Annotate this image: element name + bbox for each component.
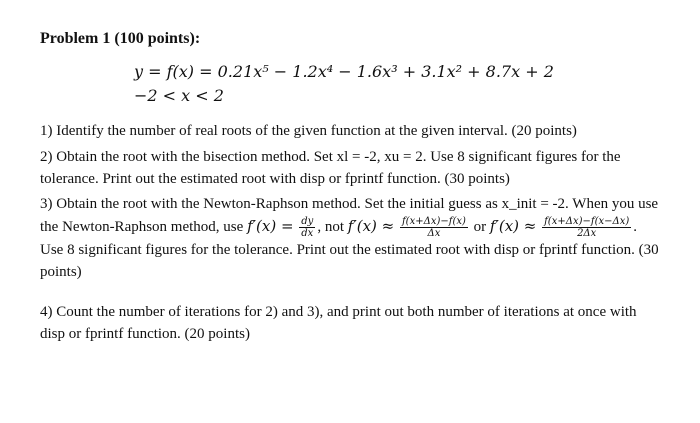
derivative-label: f′(x) = <box>247 217 294 235</box>
question-4: 4) Count the number of iterations for 2) and 3), and print out both number of iterations at once with disp or fprintf function. (20 points) <box>40 304 637 342</box>
central-numerator: f(x+Δx)−f(x−Δx) <box>544 216 630 228</box>
forward-numerator: f(x+Δx)−f(x) <box>401 216 466 228</box>
central-difference-fraction <box>542 216 631 239</box>
dy-dx-fraction <box>299 216 315 239</box>
question-3-tail: . Use 8 significant figures for the tolerance. Print out the estimated root with disp or fprintf function. (30 points) <box>40 219 659 281</box>
central-denominator: 2Δx <box>577 228 597 240</box>
problem-title: Problem 1 (100 points): <box>40 30 201 47</box>
central-derivative-label: f′(x) ≈ <box>489 217 537 235</box>
not-label: , not <box>317 219 345 235</box>
forward-derivative-label: f′(x) ≈ <box>347 217 395 235</box>
function-equation: y = f(x) = 0.21x⁵ − 1.2x⁴ − 1.6x³ + 3.1x² + 8.7x + 2 <box>134 62 554 81</box>
dy-numerator: dy <box>301 216 314 228</box>
question-2: 2) Obtain the root with the bisection method. Set xl = -2, xu = 2. Use 8 significant figures for the tolerance. Print out the estimated root with disp or fprintf function. (30 points) <box>40 149 621 187</box>
forward-denominator: Δx <box>427 228 441 240</box>
dx-denominator: dx <box>301 228 314 240</box>
question-3-intro: 3) Obtain the root with the Newton-Raphson method. Set the initial guess as x_init = -2. When you use the Newton-Raphson method, use <box>40 196 659 235</box>
question-1: 1) Identify the number of real roots of the given function at the given interval. (20 points) <box>40 123 577 139</box>
or-label: or <box>473 219 487 235</box>
domain-interval: −2 < x < 2 <box>134 86 224 105</box>
question-3 <box>40 193 662 283</box>
forward-difference-fraction <box>400 216 468 239</box>
